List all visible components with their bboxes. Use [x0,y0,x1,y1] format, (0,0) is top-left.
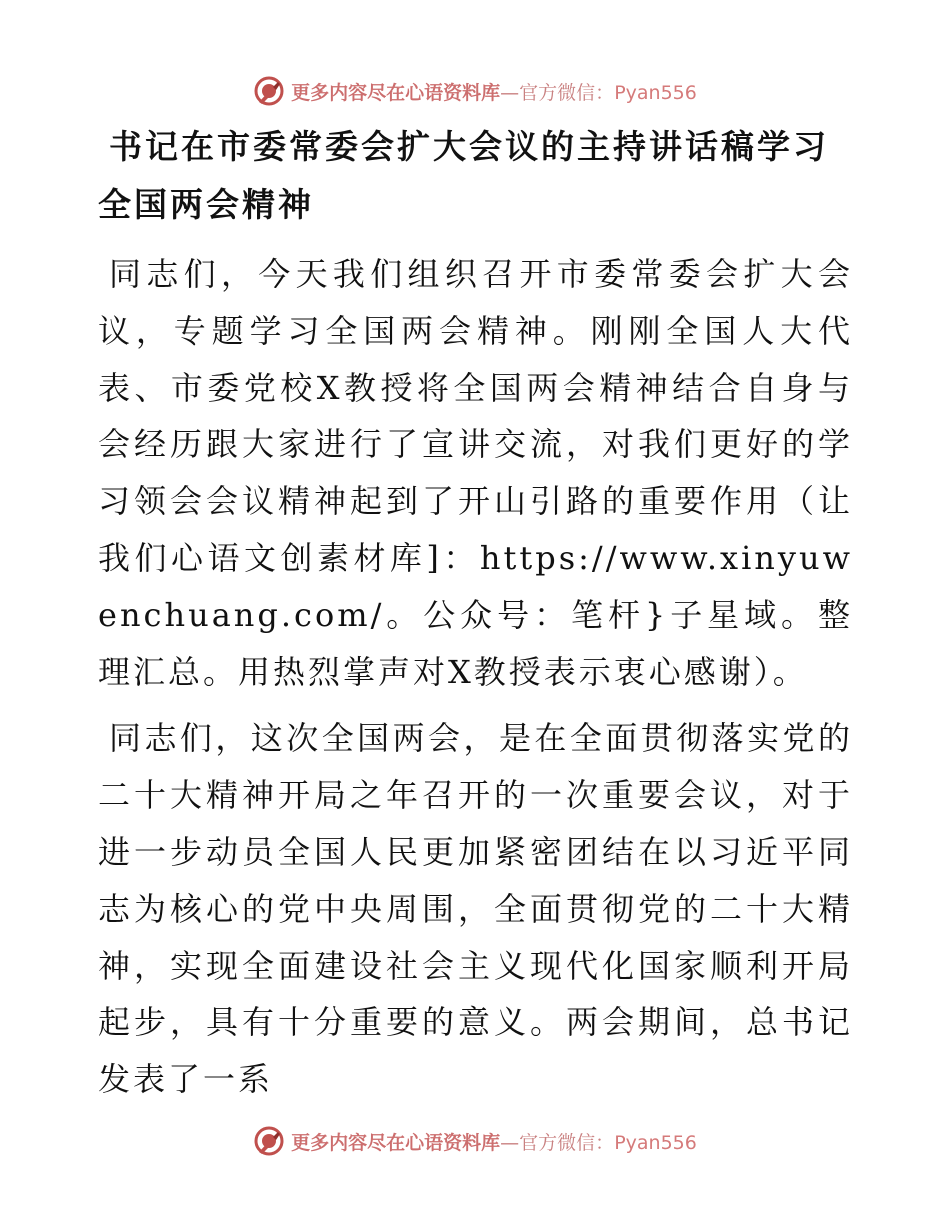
header-watermark-banner [0,71,950,111]
watermark-wechat-id: Pyan556 [614,1131,697,1154]
watermark-separator: — [500,81,520,104]
watermark-separator: — [500,1131,520,1154]
paragraph-1: 同志们，今天我们组织召开市委常委会扩大会议，专题学习全国两会精神。刚刚全国人大代表、市委党校X教授将全国两会精神结合自身与会经历跟大家进行了宣讲交流，对我们更好的学习领会会议精神起到了开山引路的重要作用（让我们心语文创素材库]：https://www.xinyuwenchuang.com/。公众号：笔杆}子星域。整理汇总。用热烈掌声对X教授表示衷心感谢）。 [98,255,853,691]
watermark-main: 更多内容尽在心语资料库 [291,81,501,104]
watermark-wechat-id: Pyan556 [614,81,697,104]
pen-logo-icon [253,75,285,107]
footer-watermark-banner [0,1121,950,1161]
pen-logo-icon [253,1125,285,1157]
watermark-main: 更多内容尽在心语资料库 [291,1131,501,1154]
watermark-wechat-label: 官方微信： [519,81,615,104]
watermark-wechat-label: 官方微信： [519,1131,615,1154]
document-body [98,118,853,1108]
document-title: 书记在市委常委会扩大会议的主持讲话稿学习全国两会精神 [98,127,829,224]
watermark-text [291,1128,697,1155]
watermark-text [291,78,697,105]
paragraph-2: 同志们，这次全国两会，是在全面贯彻落实党的二十大精神开局之年召开的一次重要会议，对于进一步动员全国人民更加紧密团结在以习近平同志为核心的党中央周围，全面贯彻党的二十大精神，实现全面建设社会主义现代化国家顺利开局起步，具有十分重要的意义。两会期间，总书记发表了一系 [98,719,853,1099]
